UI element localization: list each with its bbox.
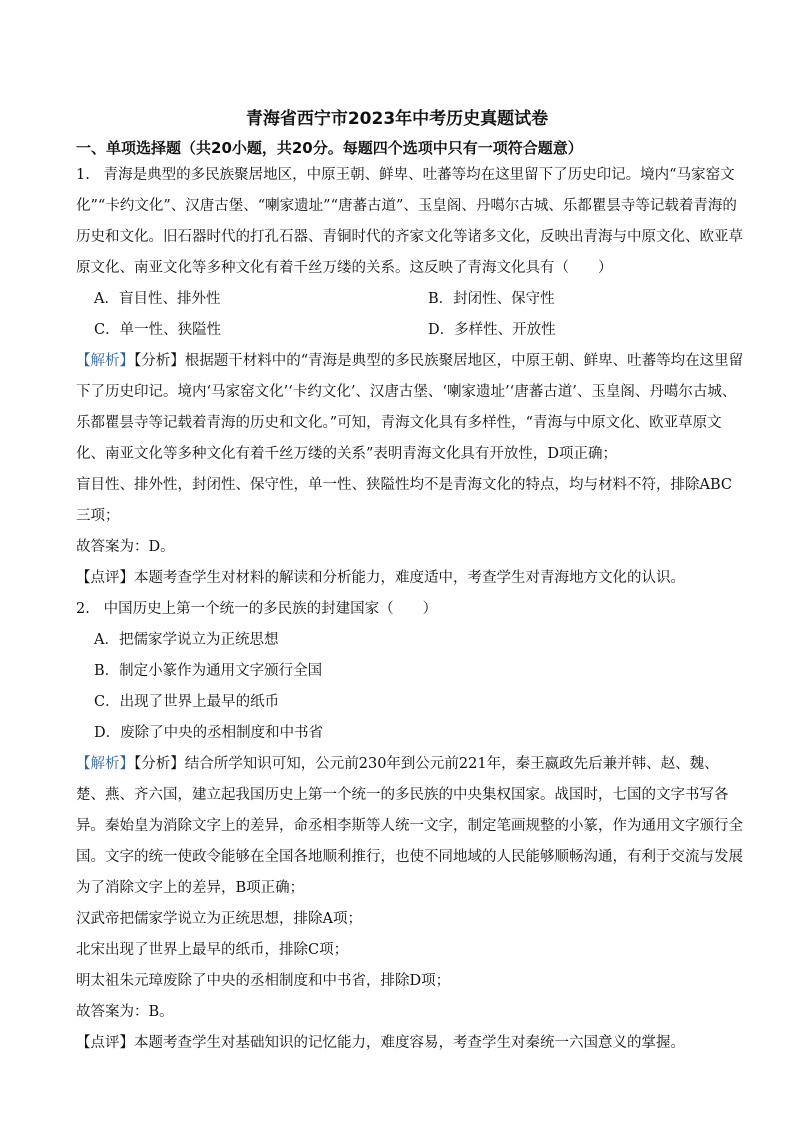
analysis-line: 汉武帝把儒家学说立为正统思想，排除A项； xyxy=(76,911,362,927)
question-stem xyxy=(76,160,744,284)
analysis-line: 盲目性、排外性，封闭性、保守性，单一性、狭隘性均不是青海文化的特点，均与材料不符，排除ABC三项； xyxy=(76,477,732,524)
question-number: 1. xyxy=(76,167,90,183)
comment-text: 本题考查学生对材料的解读和分析能力，难度适中，考查学生对青海地方文化的认识。 xyxy=(134,570,685,586)
comment-text: 本题考查学生对基础知识的记忆能力，难度容易，考查学生对秦统一六国意义的掌握。 xyxy=(134,1035,685,1051)
option-d: D．废除了中央的丞相制度和中书省 xyxy=(94,725,324,741)
comment-block xyxy=(76,563,744,594)
question-2 xyxy=(76,594,744,1059)
fenxi-tag: 【分析】 xyxy=(134,756,185,772)
option-d: D．多样性、开放性 xyxy=(428,322,556,338)
jiexi-tag: 【解析】 xyxy=(76,353,134,369)
question-text: 青海是典型的多民族聚居地区，中原王朝、鲜卑、吐蕃等均在这里留下了历史印记。境内“马家窑文化”“卡约文化”、汉唐古堡、“喇家遗址”“唐蕃古道”、玉皇阁、丹噶尔古城、乐都瞿昙寺等记载着青海的历史和文化。旧石器时代的打孔石器、青铜时代的齐家文化等诸多文化，反映出青海与中原文化、欧亚草原文化、南亚文化等多种文化有着千丝万缕的关系。这反映了青海文化具有（ ） xyxy=(76,167,743,276)
analysis-line: 明太祖朱元璋废除了中央的丞相制度和中书省，排除D项； xyxy=(76,973,451,989)
question-stem xyxy=(76,594,744,625)
analysis-block xyxy=(76,749,744,904)
option-c: C．单一性、狭隘性 xyxy=(94,322,222,338)
dianping-tag: 【点评】 xyxy=(76,570,134,586)
option-b: B．制定小篆作为通用文字颁行全国 xyxy=(94,663,323,679)
question-number: 2. xyxy=(76,601,90,617)
option-a: A．把儒家学说立为正统思想 xyxy=(94,632,279,648)
analysis-text: 结合所学知识可知，公元前230年到公元前221年，秦王嬴政先后兼并韩、赵、魏、楚、燕、齐六国，建立起我国历史上第一个统一的多民族的中央集权国家。战国时，七国的文字书写各异。秦始皇为消除文字上的差异，命丞相李斯等人统一文字，制定笔画规整的小篆，作为通用文字颁行全国。文字的统一使政令能够在全国各地顺利推行，也使不同地域的人民能够顺畅沟通，有利于交流与发展为了消除文字上的差异，B项正确； xyxy=(76,756,743,896)
option-c: C．出现了世界上最早的纸币 xyxy=(94,694,280,710)
dianping-tag: 【点评】 xyxy=(76,1035,134,1051)
option-a: A．盲目性、排外性 xyxy=(94,291,221,307)
page-title: 青海省西宁市2023年中考历史真题试卷 xyxy=(245,109,549,129)
section-heading: 一、单项选择题（共20小题，共20分。每题四个选项中只有一项符合题意） xyxy=(76,139,583,157)
option-row xyxy=(76,315,744,346)
option-b: B．封闭性、保守性 xyxy=(428,291,555,307)
answer-line: 故答案为：B。 xyxy=(76,1004,174,1020)
comment-block xyxy=(76,1028,744,1059)
question-1 xyxy=(76,160,744,594)
fenxi-tag: 【分析】 xyxy=(134,353,185,369)
analysis-line: 北宋出现了世界上最早的纸币，排除C项； xyxy=(76,942,349,958)
analysis-text: 根据题干材料中的“青海是典型的多民族聚居地区，中原王朝、鲜卑、吐蕃等均在这里留下了历史印记。境内‘马家窑文化’‘卡约文化’、汉唐古堡、‘喇家遗址’‘唐蕃古道’、玉皇阁、丹噶尔古城、乐都瞿昙寺等记载着青海的历史和文化。”可知，青海文化具有多样性，“青海与中原文化、欧亚草原文化、南亚文化等多种文化有着千丝万缕的关系”表明青海文化具有开放性，D项正确； xyxy=(76,353,744,462)
answer-line: 故答案为：D。 xyxy=(76,539,175,555)
question-list xyxy=(76,160,744,1059)
jiexi-tag: 【解析】 xyxy=(76,756,134,772)
analysis-block xyxy=(76,346,744,470)
option-row xyxy=(76,284,744,315)
question-text: 中国历史上第一个统一的多民族的封建国家（ ） xyxy=(103,601,438,617)
